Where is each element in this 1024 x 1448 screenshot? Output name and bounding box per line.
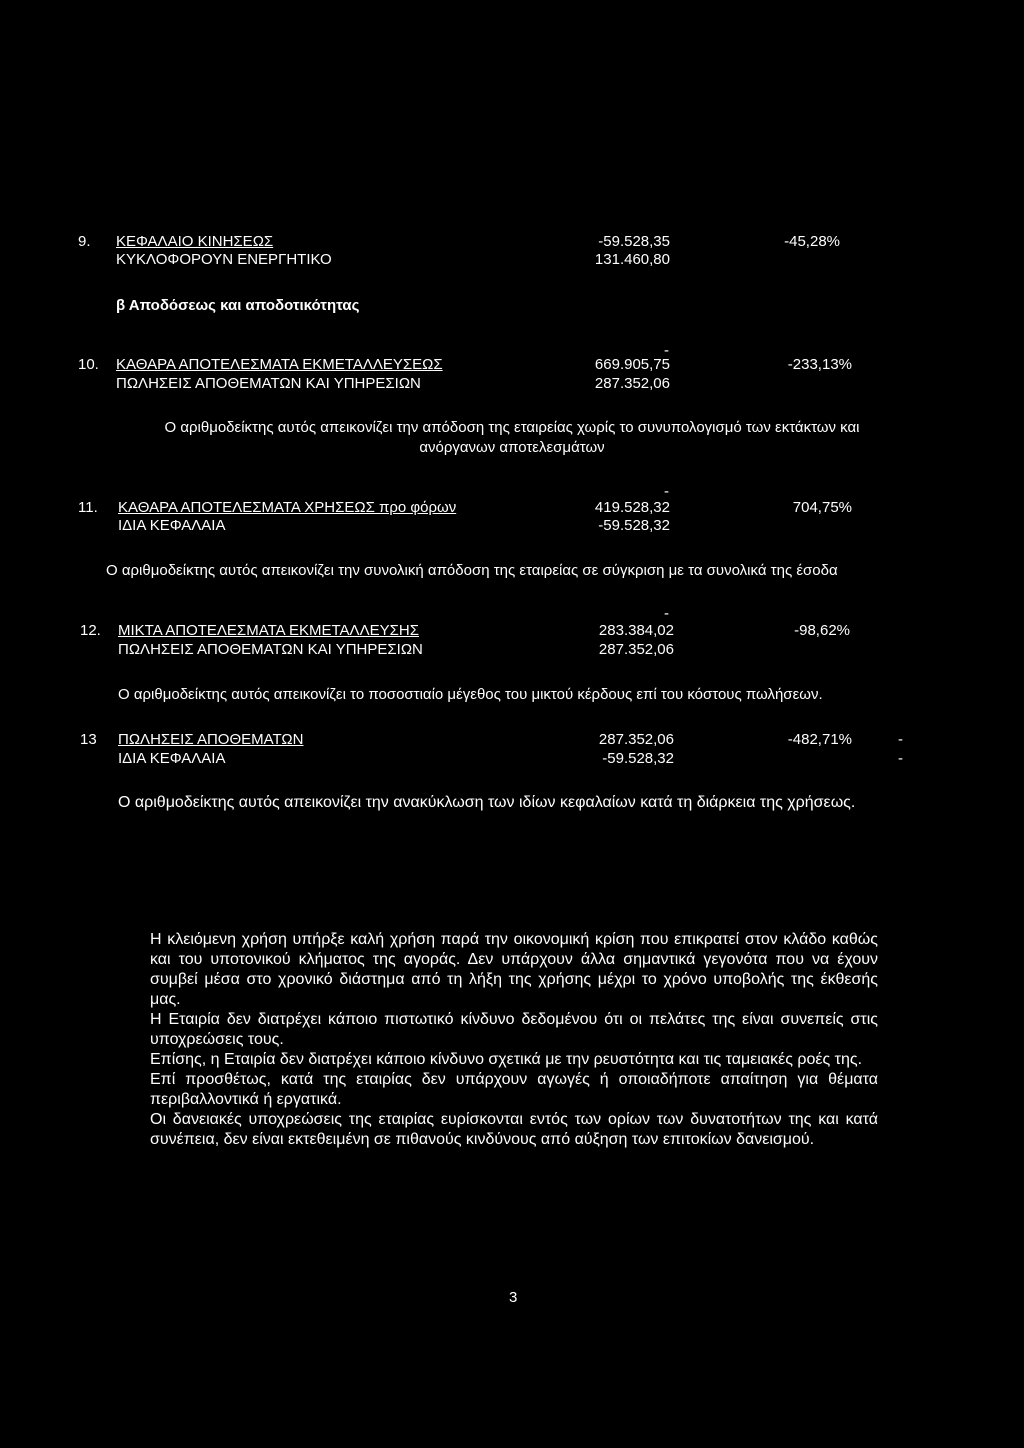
ratio-12-value-bottom: 287.352,06 [598, 641, 674, 658]
commentary-paragraph: Η κλειόμενη χρήση υπήρξε καλή χρήση παρά την οικονομική κρίση που επικρατεί στον κλάδο καθώς και του υποτονικού κλήματος της αγοράς. Δεν υπάρχουν άλλα σημαντικά γεγονότα που να έχουν συμβεί μέσα στο χρονικό διάστημα από τη λήξη της χρήσης μέχρι το χρόνο υποβολής της έκθεσής μας. [150, 931, 878, 1008]
ratio-10-percent: -233,13% [787, 356, 852, 373]
ratio-13-value-bottom: -59.528,32 [602, 750, 674, 767]
commentary-block [150, 930, 878, 1150]
ratio-10-number: 10. [78, 356, 99, 373]
ratio-12-number: 12. [80, 622, 101, 639]
ratio-10-sign: - [664, 342, 669, 359]
ratio-9-denominator: ΚΥΚΛΟΦΟΡΟΥΝ ΕΝΕΡΓΗΤΙΚΟ [116, 251, 332, 268]
commentary-paragraph: Η Εταιρία δεν διατρέχει κάποιο πιστωτικό κίνδυνο δεδομένου ότι οι πελάτες της είναι συνεπείς στις υποχρεώσεις τους. [150, 1011, 878, 1048]
ratio-10-numerator: ΚΑΘΑΡΑ ΑΠΟΤΕΛΕΣΜΑΤΑ ΕΚΜΕΤΑΛΛΕΥΣΕΩΣ [116, 356, 443, 373]
ratio-11-denominator: ΙΔΙΑ ΚΕΦΑΛΑΙΑ [118, 517, 226, 534]
ratio-12-denominator: ΠΩΛΗΣΕΙΣ ΑΠΟΘΕΜΑΤΩΝ ΚΑΙ ΥΠΗΡΕΣΙΩΝ [118, 641, 423, 658]
ratio-13-dash-top: - [898, 731, 903, 748]
ratio-11-value-bottom: -59.528,32 [598, 517, 670, 534]
ratio-12-value-top: 283.384,02 [598, 622, 674, 639]
ratio-9-number: 9. [78, 233, 91, 250]
ratio-9-value-bottom: 131.460,80 [594, 251, 670, 268]
page-number: 3 [509, 1289, 518, 1306]
ratio-12-sign: - [664, 605, 669, 622]
ratio-12-numerator: ΜΙΚΤΑ ΑΠΟΤΕΛΕΣΜΑΤΑ ΕΚΜΕΤΑΛΛΕΥΣΗΣ [118, 622, 419, 639]
ratio-12-percent: -98,62% [794, 622, 850, 639]
ratio-9-percent: -45,28% [784, 233, 840, 250]
ratio-13-dash-bottom: - [898, 750, 903, 767]
ratio-9-value-top: -59.528,35 [598, 233, 670, 250]
ratio-10-value-bottom: 287.352,06 [594, 375, 670, 392]
ratio-13-value-top: 287.352,06 [598, 731, 674, 748]
ratio-10-value-top: 669.905,75 [594, 356, 670, 373]
commentary-paragraph: Οι δανειακές υποχρεώσεις της εταιρίας ευρίσκονται εντός των ορίων των δυνατοτήτων της και κατά συνέπεια, δεν είναι εκτεθειμένη σε πιθανούς κινδύνους από αύξηση των επιτοκίων δανεισμού. [150, 1111, 878, 1148]
ratio-13-number: 13 [80, 731, 97, 748]
ratio-10-note-line1: Ο αριθμοδείκτης αυτός απεικονίζει την απόδοση της εταιρείας χωρίς το συνυπολογισμό των εκτάκτων και [164, 419, 860, 436]
ratio-11-number: 11. [78, 499, 98, 516]
ratio-9-numerator: ΚΕΦΑΛΑΙΟ ΚΙΝΗΣΕΩΣ [116, 233, 274, 250]
ratio-10-note-line2: ανόργανων αποτελεσμάτων [419, 439, 605, 456]
commentary-paragraph: Επί προσθέτως, κατά της εταιρίας δεν υπάρχουν αγωγές ή οποιαδήποτε απαίτηση για θέματα περιβαλλοντικά ή εργατικά. [150, 1071, 878, 1108]
commentary-paragraph: Επίσης, η Εταιρία δεν διατρέχει κάποιο κίνδυνο σχετικά με την ρευστότητα και τις ταμειακές ροές της. [150, 1051, 863, 1068]
ratio-13-denominator: ΙΔΙΑ ΚΕΦΑΛΑΙΑ [118, 750, 226, 767]
ratio-11-value-top: 419.528,32 [594, 499, 670, 516]
ratio-13-numerator: ΠΩΛΗΣΕΙΣ ΑΠΟΘΕΜΑΤΩΝ [118, 731, 304, 748]
ratio-12-note: Ο αριθμοδείκτης αυτός απεικονίζει το ποσοστιαίο μέγεθος του μικτού κέρδους επί του κόστους πωλήσεων. [118, 686, 823, 703]
ratio-10-denominator: ΠΩΛΗΣΕΙΣ ΑΠΟΘΕΜΑΤΩΝ ΚΑΙ ΥΠΗΡΕΣΙΩΝ [116, 375, 421, 392]
section-heading: β Αποδόσεως και αποδοτικότητας [116, 297, 360, 314]
ratio-13-percent: -482,71% [787, 731, 852, 748]
ratio-11-note: Ο αριθμοδείκτης αυτός απεικονίζει την συνολική απόδοση της εταιρείας σε σύγκριση με τα συνολικά της έσοδα [106, 562, 838, 579]
ratio-13-note: Ο αριθμοδείκτης αυτός απεικονίζει την ανακύκλωση των ιδίων κεφαλαίων κατά τη διάρκεια της χρήσεως. [118, 794, 856, 811]
ratio-11-percent: 704,75% [792, 499, 852, 516]
ratio-11-numerator: ΚΑΘΑΡΑ ΑΠΟΤΕΛΕΣΜΑΤΑ ΧΡΗΣΕΩΣ προ φόρων [118, 499, 457, 516]
ratio-11-sign: - [664, 483, 669, 500]
